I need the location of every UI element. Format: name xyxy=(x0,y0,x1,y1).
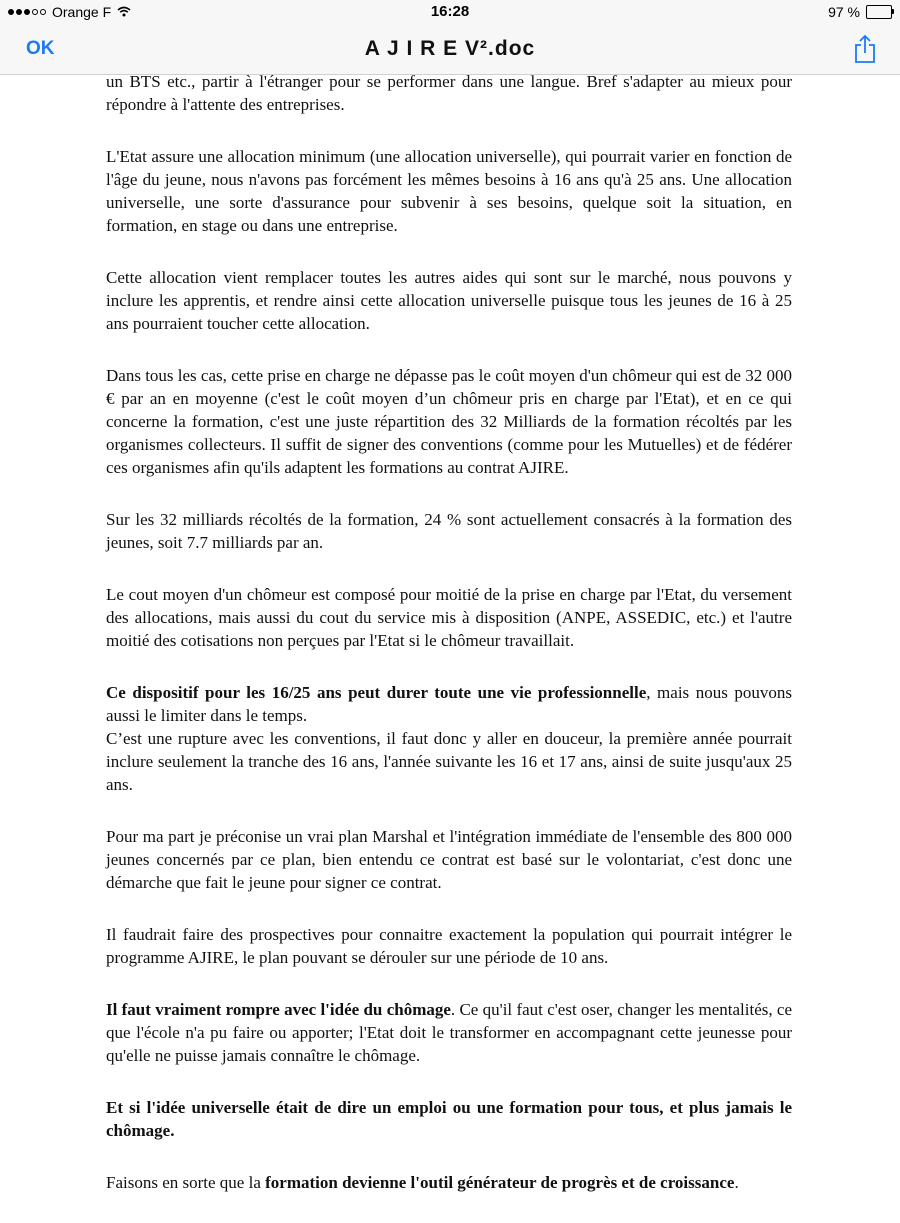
paragraph xyxy=(106,1171,792,1194)
paragraph-text: . Ce qu'il faut c'est oser, changer les mentalités, ce que l'école n'a pu faire ou apporter; l'Etat doit le transformer en accompagnant cette jeunesse pour qu'elle ne puisse jamais connaître le chômage. xyxy=(106,1000,792,1065)
ok-button[interactable]: OK xyxy=(26,38,55,59)
bold-text: Il faut vraiment rompre avec l'idée du chômage xyxy=(106,1000,451,1019)
document-title: A J I R E V².doc xyxy=(364,37,536,60)
paragraph xyxy=(106,1096,792,1142)
status-time: 16:28 xyxy=(430,3,470,20)
bold-text: Ce dispositif pour les 16/25 ans peut durer toute une vie professionnelle xyxy=(106,683,647,702)
battery-percent: 97 % xyxy=(828,4,860,20)
paragraph: Pour ma part je préconise un vrai plan Marshal et l'intégration immédiate de l'ensemble des 800 000 jeunes concernés par ce plan, bien entendu ce contrat est basé sur le volontariat, c'est donc une démarche que fait le jeune pour signer ce contrat. xyxy=(106,827,792,892)
paragraph xyxy=(106,998,792,1067)
paragraph: Dans tous les cas, cette prise en charge ne dépasse pas le coût moyen d'un chômeur qui est de 32 000 € par an en moyenne (c'est le coût moyen d’un chômeur pris en charge par l'Etat), et en ce qui concerne la formation, c'est une juste répartition des 32 Milliards de la formation récoltés par les organismes collecteurs. Il suffit de signer des conventions (comme pour les Mutuelles) et de fédérer ces organismes afin qu'ils adaptent les formations au contrat AJIRE. xyxy=(106,366,792,477)
document-body xyxy=(106,70,792,1223)
paragraph-text: . xyxy=(734,1173,739,1192)
paragraph: L'Etat assure une allocation minimum (une allocation universelle), qui pourrait varier en fonction de l'âge du jeune, nous n'avons pas forcément les mêmes besoins à 16 ans qu'à 25 ans. Une allocation universelle, une sorte d'assurance pour subvenir à ses besoins, quelque soit la situation, en formation, en stage ou dans une entreprise. xyxy=(106,147,792,235)
share-icon[interactable] xyxy=(852,34,878,64)
battery-icon xyxy=(866,5,892,19)
navigation-bar xyxy=(0,24,900,75)
paragraph-text: , mais nous pouvons aussi le limiter dans le temps. xyxy=(106,683,792,725)
bold-text: Et si l'idée universelle était de dire un emploi ou une formation pour tous, et plus jamais le chômage. xyxy=(106,1098,792,1140)
status-right xyxy=(828,4,892,20)
status-bar xyxy=(0,0,900,24)
paragraph: Le cout moyen d'un chômeur est composé pour moitié de la prise en charge par l'Etat, du versement des allocations, mais aussi du cout du service mis à disposition (ANPE, ASSEDIC, etc.) et l'autre moitié des cotisations non perçues par l'Etat si le chômeur travaillait. xyxy=(106,585,792,650)
paragraph: un BTS etc., partir à l'étranger pour se performer dans une langue. Bref s'adapter au mieux pour répondre à l'attente des entreprises. xyxy=(106,72,792,114)
paragraph: Cette allocation vient remplacer toutes les autres aides qui sont sur le marché, nous pouvons y inclure les apprentis, et rendre ainsi cette allocation universelle puisque tous les jeunes de 16 à 25 ans pourraient toucher cette allocation. xyxy=(106,268,792,333)
paragraph-text: Faisons en sorte que la xyxy=(106,1173,266,1192)
paragraph: Sur les 32 milliards récoltés de la formation, 24 % sont actuellement consacrés à la formation des jeunes, soit 7.7 milliards par an. xyxy=(106,510,792,552)
paragraph: Il faudrait faire des prospectives pour connaitre exactement la population qui pourrait intégrer le programme AJIRE, le plan pouvant se dérouler sur une période de 10 ans. xyxy=(106,925,792,967)
paragraph xyxy=(106,681,792,727)
paragraph: C’est une rupture avec les conventions, il faut donc y aller en douceur, la première année pourrait inclure seulement la tranche des 16 ans, l'année suivante les 16 et 17 ans, ainsi de suite jusqu'aux 25 ans. xyxy=(106,729,792,794)
carrier-name: Orange F xyxy=(52,4,112,20)
bold-text: formation devienne l'outil générateur de progrès et de croissance xyxy=(265,1173,735,1192)
